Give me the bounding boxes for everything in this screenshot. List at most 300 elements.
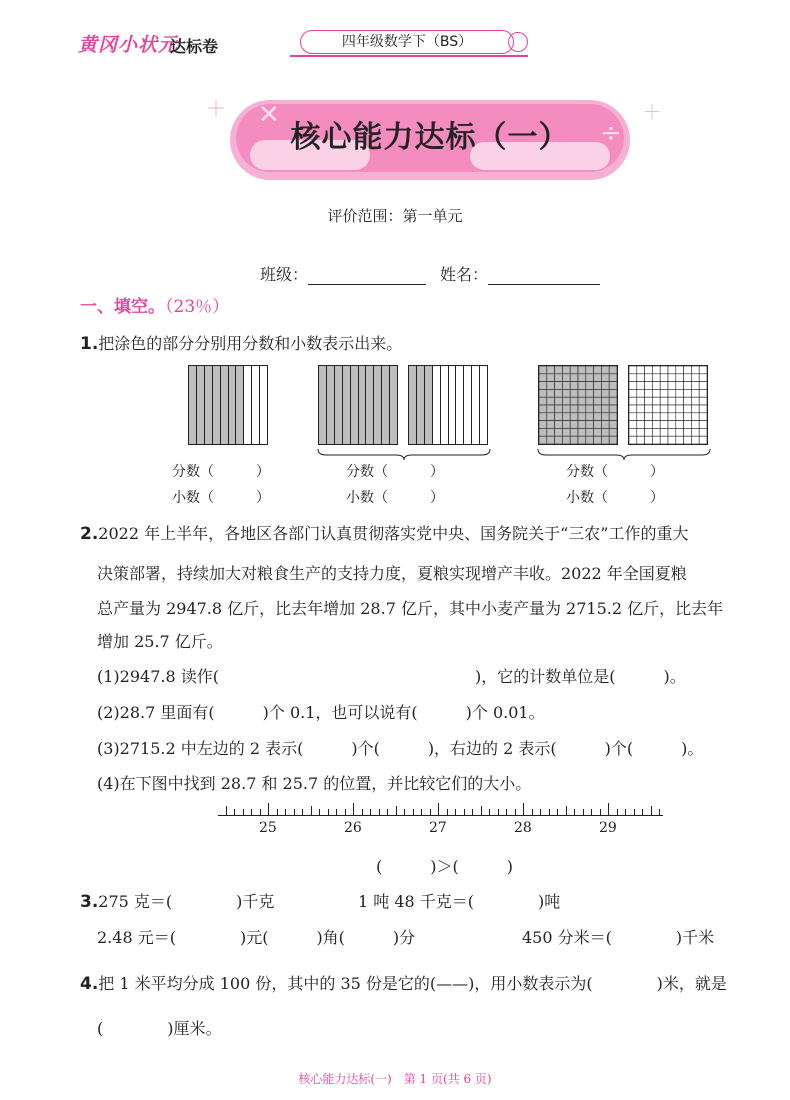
grid-cell [594, 436, 602, 444]
ruler-label: 25 [259, 820, 277, 836]
grid-cell [609, 382, 617, 390]
grid-cell [594, 397, 602, 405]
grid-cell [652, 413, 660, 421]
class-label: 班级： [260, 265, 309, 284]
ruler-tick [481, 806, 482, 815]
grid-cell [699, 389, 707, 397]
grid-cell [676, 382, 684, 390]
grid-cell [562, 382, 570, 390]
grid-cell [594, 405, 602, 413]
ruler-tick [506, 809, 507, 815]
grid-cell [601, 397, 609, 405]
strip [456, 366, 464, 444]
ruler-tick [498, 809, 499, 815]
question-2-line-3: 总产量为 2947.8 亿斤，比去年增加 28.7 亿斤，其中小麦产量为 2715.2 亿斤，比去年 [97, 599, 724, 618]
grid-cell [570, 382, 578, 390]
grid-cell [539, 374, 547, 382]
question-4-line-1[interactable]: 4.把 1 米平均分成 100 份，其中的 35 份是它的(——)，用小数表示为( )米，就是 [80, 974, 727, 994]
ruler-tick [642, 809, 643, 815]
grid-cell [660, 366, 668, 374]
grid-cell [699, 436, 707, 444]
grid-cell [637, 389, 645, 397]
strip [252, 366, 260, 444]
plus-icon: ＋ [642, 100, 662, 124]
grid-cell [699, 366, 707, 374]
grid-cell [570, 436, 578, 444]
strip [359, 366, 367, 444]
grid-cell [570, 366, 578, 374]
grid-cell [629, 413, 637, 421]
ruler-tick [608, 803, 609, 815]
grid-cell [578, 397, 586, 405]
grid-cell [570, 397, 578, 405]
grid-cell [562, 397, 570, 405]
ruler-tick [285, 809, 286, 815]
grid-cell [570, 421, 578, 429]
question-2-line-4: 增加 25.7 亿斤。 [97, 632, 223, 651]
grid-cell [637, 428, 645, 436]
grid-cell [547, 382, 555, 390]
grid-cell [555, 405, 563, 413]
question-3-b[interactable]: 1 吨 48 千克＝( )吨 [358, 892, 561, 911]
grid-cell [660, 397, 668, 405]
strip [351, 366, 359, 444]
ruler-tick [362, 809, 363, 815]
grid-cell [594, 428, 602, 436]
grid-cell [539, 382, 547, 390]
grid-cell [637, 366, 645, 374]
grid-cell [629, 397, 637, 405]
ruler-tick [583, 809, 584, 815]
ruler-tick [396, 806, 397, 815]
grid-cell [555, 389, 563, 397]
ruler-tick [404, 809, 405, 815]
grid-cell [637, 382, 645, 390]
grid-cell [601, 428, 609, 436]
strip [425, 366, 433, 444]
grid-cell [668, 428, 676, 436]
grid-cell [660, 389, 668, 397]
ruler-tick [421, 809, 422, 815]
grid-cell [609, 397, 617, 405]
strip [441, 366, 449, 444]
number-line [218, 815, 663, 816]
ruler-tick [464, 809, 465, 815]
name-label: 姓名： [440, 265, 489, 284]
ruler-tick [489, 809, 490, 815]
grid-cell [586, 413, 594, 421]
ruler-tick [430, 809, 431, 815]
grid-cell [668, 436, 676, 444]
grid-cell [562, 405, 570, 413]
grid-cell [609, 413, 617, 421]
ruler-tick [651, 806, 652, 815]
grid-cell [691, 421, 699, 429]
grid-cell [578, 382, 586, 390]
grid-cell [547, 389, 555, 397]
question-2-line-2: 决策部署，持续加大对粮食生产的支持力度，夏粮实现增产丰收。2022 年全国夏粮 [97, 564, 687, 583]
page-footer: 核心能力达标(一) 第 1 页(共 6 页) [298, 1072, 492, 1086]
grid-cell [586, 389, 594, 397]
grid-cell [547, 366, 555, 374]
grid-cell [555, 397, 563, 405]
grid-cell [629, 374, 637, 382]
grid-cell [562, 413, 570, 421]
grid-cell [699, 374, 707, 382]
grid-cell [676, 366, 684, 374]
grid-cell [570, 405, 578, 413]
grid-cell [586, 374, 594, 382]
grid-cell [652, 382, 660, 390]
question-2-sub-2[interactable]: (2)28.7 里面有( )个 0.1，也可以说有( )个 0.01。 [97, 703, 545, 722]
grid-cell [699, 405, 707, 413]
question-3-d[interactable]: 450 分米＝( )千米 [522, 928, 715, 947]
grid-cell [555, 382, 563, 390]
ruler-tick [557, 809, 558, 815]
strip [197, 366, 205, 444]
grid-cell [637, 413, 645, 421]
grid-cell [699, 413, 707, 421]
ruler-tick [234, 809, 235, 815]
grid-cell [660, 413, 668, 421]
ruler-tick [447, 809, 448, 815]
question-3-a[interactable]: 3.275 克＝( )千克 [80, 892, 275, 912]
question-4-line-2[interactable]: ( )厘米。 [97, 1019, 222, 1038]
grid-cell [594, 366, 602, 374]
grid-cell [609, 436, 617, 444]
grid-cell [691, 374, 699, 382]
grid-cell [684, 413, 692, 421]
grid-cell [629, 428, 637, 436]
strip [189, 366, 197, 444]
grid-cell [691, 413, 699, 421]
strip [390, 366, 397, 444]
ruler-tick [311, 806, 312, 815]
grid-cell [645, 397, 653, 405]
ruler-tick [574, 809, 575, 815]
grid-cell [629, 421, 637, 429]
grid-cell [594, 421, 602, 429]
grid-cell [652, 428, 660, 436]
grid-cell [555, 428, 563, 436]
grid-cell [601, 382, 609, 390]
strip [382, 366, 390, 444]
question-2-sub-3[interactable]: (3)2715.2 中左边的 2 表示( )个( )，右边的 2 表示( )个( )。 [97, 739, 704, 758]
grid-cell [660, 374, 668, 382]
grid-cell [684, 421, 692, 429]
header-divider [290, 55, 528, 57]
grid-cell [601, 389, 609, 397]
fig-c-fraction-blank[interactable]: 分数（ ） [566, 464, 664, 480]
strip [472, 366, 480, 444]
grid-cell [676, 397, 684, 405]
grid-cell [652, 397, 660, 405]
grid-cell [539, 366, 547, 374]
ruler-tick [336, 809, 337, 815]
grid-cell [586, 382, 594, 390]
grid-cell [668, 397, 676, 405]
grid-cell [539, 413, 547, 421]
grid-cell [547, 421, 555, 429]
grid-cell [547, 405, 555, 413]
grid-cell [676, 421, 684, 429]
grid-cell [601, 405, 609, 413]
class-field[interactable] [260, 262, 426, 285]
grid-cell [691, 397, 699, 405]
fig-c-grid-2 [628, 365, 708, 445]
multiply-icon: ✕ [258, 100, 280, 130]
grid-cell [652, 389, 660, 397]
grid-cell [684, 389, 692, 397]
strip [374, 366, 382, 444]
grid-cell [547, 413, 555, 421]
ruler-tick [532, 809, 533, 815]
grid-cell [586, 397, 594, 405]
strip [236, 366, 244, 444]
ruler-tick [319, 809, 320, 815]
grid-cell [691, 405, 699, 413]
grid-cell [578, 366, 586, 374]
strip [327, 366, 335, 444]
grid-cell [539, 421, 547, 429]
ruler-tick [600, 809, 601, 815]
grid-cell [645, 374, 653, 382]
curl-decoration [508, 32, 528, 52]
grid-cell [637, 421, 645, 429]
ruler-label: 27 [429, 820, 447, 836]
ruler-tick [243, 809, 244, 815]
grid-cell [570, 389, 578, 397]
ruler-tick [345, 809, 346, 815]
grid-cell [562, 374, 570, 382]
grid-cell [691, 428, 699, 436]
grid-cell [594, 374, 602, 382]
fig-a-fraction-blank[interactable]: 分数（ ） [172, 464, 270, 480]
fig-c-decimal-blank[interactable]: 小数（ ） [566, 490, 664, 506]
grid-cell [578, 436, 586, 444]
grid-cell [629, 405, 637, 413]
grid-cell [637, 374, 645, 382]
grid-cell [676, 405, 684, 413]
divide-icon: ÷ [600, 118, 622, 148]
grid-cell [645, 405, 653, 413]
grid-cell [676, 389, 684, 397]
grid-cell [578, 389, 586, 397]
grid-cell [539, 389, 547, 397]
grid-cell [668, 382, 676, 390]
fig-b-decimal-blank[interactable]: 小数（ ） [346, 490, 444, 506]
grid-cell [699, 428, 707, 436]
plus-icon: ＋ [205, 97, 228, 122]
ruler-tick [566, 806, 567, 815]
grid-cell [609, 405, 617, 413]
brand-subtitle: 达标卷 [170, 37, 219, 56]
name-field[interactable] [440, 262, 600, 285]
grid-cell [652, 366, 660, 374]
strip [213, 366, 221, 444]
grid-cell [601, 421, 609, 429]
grid-cell [578, 405, 586, 413]
ruler-tick [472, 809, 473, 815]
grid-cell [645, 436, 653, 444]
grid-cell [645, 428, 653, 436]
grid-cell [660, 421, 668, 429]
grid-cell [637, 405, 645, 413]
strip [417, 366, 425, 444]
page-title: 核心能力达标（一） [290, 120, 570, 155]
brand-logo: 黄冈小状元 [78, 34, 179, 56]
grid-cell [652, 405, 660, 413]
grid-cell [652, 436, 660, 444]
fig-b-grid-2 [408, 365, 488, 445]
grid-cell [570, 413, 578, 421]
ruler-tick [523, 803, 524, 815]
grade-label: 四年级数学下（BS） [300, 30, 514, 54]
grid-cell [586, 428, 594, 436]
grid-cell [547, 428, 555, 436]
fig-a-decimal-blank[interactable]: 小数（ ） [172, 490, 270, 506]
grid-cell [629, 436, 637, 444]
question-1: 1.把涂色的部分分别用分数和小数表示出来。 [80, 334, 403, 354]
ruler-tick [659, 809, 660, 815]
strip [319, 366, 327, 444]
grid-cell [660, 382, 668, 390]
grid-cell [539, 428, 547, 436]
grid-cell [691, 366, 699, 374]
grid-cell [684, 397, 692, 405]
ruler-tick [591, 809, 592, 815]
grid-cell [539, 405, 547, 413]
grid-cell [555, 421, 563, 429]
grid-cell [645, 382, 653, 390]
strip [480, 366, 487, 444]
fig-b-grid-1 [318, 365, 398, 445]
grid-cell [652, 421, 660, 429]
ruler-tick [625, 809, 626, 815]
grid-cell [609, 421, 617, 429]
question-2-sub-1[interactable]: (1)2947.8 读作( )，它的计数单位是( )。 [97, 667, 686, 686]
grid-cell [586, 421, 594, 429]
grid-cell [660, 428, 668, 436]
question-2-line-1: 2.2022 年上半年，各地区各部门认真贯彻落实党中央、国务院关于“三农”工作的重大 [80, 524, 689, 544]
ruler-label: 26 [344, 820, 362, 836]
ruler-tick [277, 809, 278, 815]
strip [335, 366, 343, 444]
ruler-tick [226, 806, 227, 815]
strip [449, 366, 457, 444]
grid-cell [660, 405, 668, 413]
strip [433, 366, 441, 444]
grid-cell [684, 436, 692, 444]
grid-cell [562, 436, 570, 444]
fig-a-grid [188, 365, 268, 445]
grid-cell [594, 382, 602, 390]
grid-cell [684, 366, 692, 374]
question-3-c[interactable]: 2.48 元＝( )元( )角( )分 [97, 928, 416, 947]
strip [205, 366, 213, 444]
grid-cell [668, 413, 676, 421]
grid-cell [668, 374, 676, 382]
fig-b-fraction-blank[interactable]: 分数（ ） [346, 464, 444, 480]
ruler-tick [387, 809, 388, 815]
ruler-tick [617, 809, 618, 815]
grid-cell [594, 413, 602, 421]
ruler-tick [251, 809, 252, 815]
grid-cell [676, 436, 684, 444]
grid-cell [668, 366, 676, 374]
grid-cell [601, 374, 609, 382]
ruler-tick [370, 809, 371, 815]
grid-cell [539, 397, 547, 405]
grid-cell [547, 436, 555, 444]
ruler-tick [379, 809, 380, 815]
grid-cell [637, 397, 645, 405]
grid-cell [562, 421, 570, 429]
grid-cell [539, 436, 547, 444]
ruler-label: 29 [599, 820, 617, 836]
strip [366, 366, 374, 444]
grid-cell [578, 428, 586, 436]
grid-cell [601, 436, 609, 444]
grid-cell [629, 366, 637, 374]
grid-cell [637, 436, 645, 444]
grid-cell [684, 428, 692, 436]
grid-cell [684, 382, 692, 390]
strip [343, 366, 351, 444]
ruler-tick [268, 803, 269, 815]
grid-cell [570, 428, 578, 436]
ruler-tick [294, 809, 295, 815]
compare-blank[interactable]: ( )＞( ) [376, 857, 513, 876]
grid-cell [699, 421, 707, 429]
grid-cell [645, 421, 653, 429]
ruler-tick [515, 809, 516, 815]
grid-cell [601, 366, 609, 374]
ruler-tick [455, 809, 456, 815]
grid-cell [586, 436, 594, 444]
strip [260, 366, 267, 444]
grid-cell [547, 374, 555, 382]
strip [244, 366, 252, 444]
strip [409, 366, 417, 444]
grid-cell [562, 389, 570, 397]
grid-cell [691, 389, 699, 397]
strip [229, 366, 237, 444]
grid-cell [660, 436, 668, 444]
grid-cell [562, 366, 570, 374]
grid-cell [652, 374, 660, 382]
ruler-tick [260, 809, 261, 815]
grid-cell [609, 389, 617, 397]
grid-cell [699, 382, 707, 390]
grid-cell [668, 389, 676, 397]
grid-cell [668, 421, 676, 429]
grid-cell [555, 436, 563, 444]
grid-cell [586, 366, 594, 374]
grid-cell [691, 382, 699, 390]
ruler-tick [328, 809, 329, 815]
section-title: 一、填空。（23％） [80, 297, 230, 317]
grid-cell [570, 374, 578, 382]
evaluation-scope: 评价范围：第一单元 [327, 207, 463, 225]
grid-cell [609, 374, 617, 382]
grid-cell [562, 428, 570, 436]
grid-cell [555, 413, 563, 421]
grid-cell [668, 405, 676, 413]
ruler-tick [302, 809, 303, 815]
grid-cell [645, 413, 653, 421]
grid-cell [684, 405, 692, 413]
